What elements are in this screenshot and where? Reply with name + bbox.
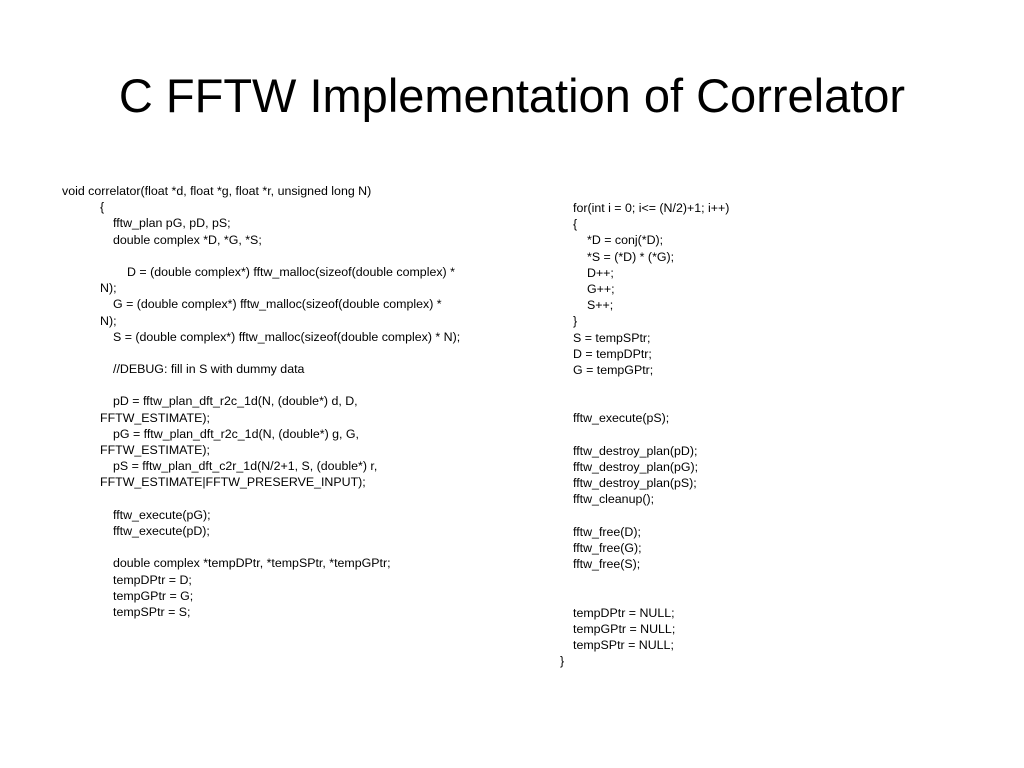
code-line	[560, 572, 729, 588]
code-block-right	[560, 200, 729, 669]
code-line	[560, 589, 729, 605]
code-line: S = (double complex*) fftw_malloc(sizeof(double complex) * N);	[113, 329, 461, 344]
code-block-left	[62, 183, 460, 620]
code-line: }	[573, 314, 578, 329]
code-line: N);	[100, 313, 117, 328]
code-line: tempSPtr = S;	[113, 604, 191, 619]
code-line: tempDPtr = D;	[113, 572, 192, 587]
code-line: double complex *tempDPtr, *tempSPtr, *tempGPtr;	[113, 556, 391, 571]
code-line: D = (double complex*) fftw_malloc(sizeof(double complex) *	[127, 264, 455, 279]
code-line	[560, 508, 729, 524]
code-line: tempDPtr = NULL;	[573, 605, 675, 620]
code-line: S++;	[587, 298, 614, 313]
code-line: FFTW_ESTIMATE);	[100, 410, 210, 425]
code-line: fftw_destroy_plan(pD);	[573, 443, 698, 458]
code-line	[62, 345, 460, 361]
code-line: double complex *D, *G, *S;	[113, 232, 262, 247]
code-line: tempSPtr = NULL;	[573, 638, 674, 653]
code-line: tempGPtr = G;	[113, 588, 194, 603]
code-line: FFTW_ESTIMATE|FFTW_PRESERVE_INPUT);	[100, 475, 366, 490]
code-line	[560, 427, 729, 443]
code-line: {	[100, 200, 105, 215]
code-line: //DEBUG: fill in S with dummy data	[113, 362, 305, 377]
slide-title: C FFTW Implementation of Correlator	[118, 69, 906, 122]
code-line: D++;	[587, 265, 614, 280]
code-line: }	[560, 654, 565, 669]
code-line: G = tempGPtr;	[573, 362, 654, 377]
code-line	[62, 539, 460, 555]
code-line: fftw_plan pG, pD, pS;	[113, 216, 231, 231]
code-line: for(int i = 0; i<= (N/2)+1; i++)	[573, 201, 730, 215]
code-line	[62, 248, 460, 264]
code-line: N);	[100, 281, 117, 296]
code-line: fftw_free(S);	[573, 557, 641, 572]
code-line: FFTW_ESTIMATE);	[100, 443, 210, 457]
code-line	[560, 378, 729, 394]
code-line: pD = fftw_plan_dft_r2c_1d(N, (double*) d, D,	[113, 394, 358, 409]
code-line: fftw_execute(pS);	[573, 411, 670, 426]
code-line: *S = (*D) * (*G);	[587, 249, 675, 264]
code-line: fftw_free(G);	[573, 540, 642, 555]
code-line: fftw_execute(pD);	[113, 523, 210, 538]
code-line: {	[573, 217, 578, 232]
code-line: pS = fftw_plan_dft_c2r_1d(N/2+1, S, (double*) r,	[113, 459, 378, 474]
code-line: pG = fftw_plan_dft_r2c_1d(N, (double*) g, G,	[113, 426, 360, 441]
code-line: void correlator(float *d, float *g, float *r, unsigned long N)	[62, 184, 372, 198]
code-line: G = (double complex*) fftw_malloc(sizeof(double complex) *	[113, 297, 442, 312]
code-line: *D = conj(*D);	[587, 233, 664, 248]
code-line: fftw_cleanup();	[573, 492, 655, 507]
code-line: tempGPtr = NULL;	[573, 621, 676, 636]
code-line: fftw_execute(pG);	[113, 507, 211, 522]
code-line	[62, 491, 460, 507]
code-line: fftw_destroy_plan(pG);	[573, 460, 699, 474]
code-line: S = tempSPtr;	[573, 330, 651, 345]
code-line: D = tempDPtr;	[573, 346, 652, 361]
code-line	[62, 377, 460, 393]
code-line: fftw_free(D);	[573, 524, 641, 539]
code-line: fftw_destroy_plan(pS);	[573, 476, 697, 491]
code-line	[560, 394, 729, 410]
code-line: G++;	[587, 281, 615, 296]
